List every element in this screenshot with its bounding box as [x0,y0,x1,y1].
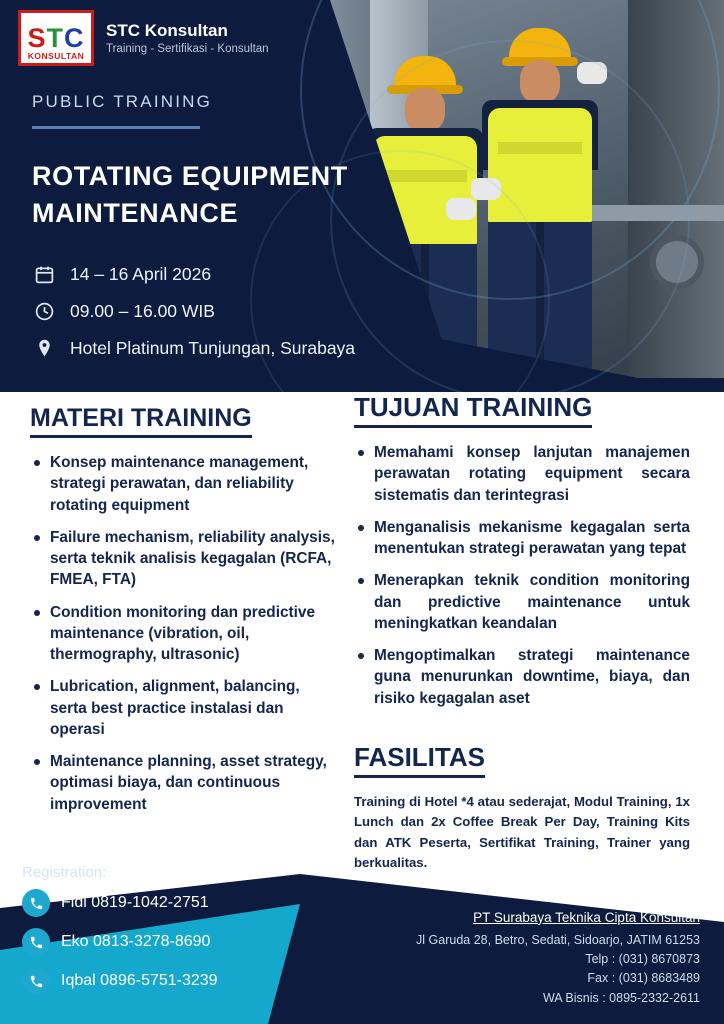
fasilitas-text: Training di Hotel *4 atau sederajat, Modul Training, 1x Lunch dan 2x Coffee Break Per Day, Training Kits dan ATK Peserta, Sertifikat Training, Trainer yang berkualitas. [354,793,690,871]
course-title-line-2: MAINTENANCE [32,198,239,229]
eyebrow-label: PUBLIC TRAINING [32,92,213,111]
company-fax: Fax : (031) 8683489 [587,971,700,986]
logo-letter-s: S [27,22,47,53]
materi-column [30,404,338,826]
tujuan-list [354,442,690,709]
company-telp: Telp : (031) 8670873 [585,951,700,966]
company-name: PT Surabaya Teknika Cipta Konsultan [473,909,700,925]
logo-letter-c: C [64,22,85,53]
company-address: Jl Garuda 28, Betro, Sedati, Sidoarjo, JATIM 61253 [416,932,700,947]
list-item: Konsep maintenance management, strategi perawatan, dan reliability rotating equipment [30,452,338,516]
course-title-line-1: ROTATING EQUIPMENT [32,161,348,191]
brand-name: STC Konsultan [106,21,228,41]
fasilitas-heading: FASILITAS [354,742,485,778]
location-pin-icon [32,336,56,360]
meta-row-date [32,262,355,286]
company-wa: WA Bisnis : 0895-2332-2611 [542,990,700,1005]
list-item: Lubrication, alignment, balancing, serta best practice instalasi dan operasi [30,676,338,740]
title-rule [32,126,200,129]
event-time: 09.00 – 16.00 WIB [70,300,215,321]
clock-icon [32,299,56,323]
contact-row[interactable] [22,889,352,917]
list-item: Mengoptimalkan strategi maintenance guna menurunkan downtime, biaya, dan risiko kegagalan aset [354,645,690,709]
list-item: Menganalisis mekanisme kegagalan serta menentukan strategi perawatan yang tepat [354,517,690,560]
company-info [416,910,700,1009]
tujuan-heading: TUJUAN TRAINING [354,392,592,428]
logo-letters [27,22,85,53]
logo-subtext: KONSULTAN [27,51,85,61]
meta-row-time [32,299,355,323]
phone-icon [22,967,50,995]
contact-iqbal: Iqbal 0896-5751-3239 [61,972,218,989]
brand-text [106,21,269,55]
list-item: Memahami konsep lanjutan manajemen perawatan rotating equipment secara sistematis dan terintegrasi [354,442,690,506]
brand-block [18,10,269,66]
contact-eko: Eko 0813-3278-8690 [61,933,211,950]
registration-title: Registration: [22,864,107,881]
contact-fidi: Fidi 0819-1042-2751 [61,894,209,911]
event-location: Hotel Platinum Tunjungan, Surabaya [70,337,356,358]
logo-letter-t: T [46,22,64,53]
event-meta [32,262,355,373]
list-item: Condition monitoring dan predictive maintenance (vibration, oil, thermography, ultrasonic) [30,602,338,666]
phone-icon [22,928,50,956]
contact-row[interactable] [22,967,352,995]
list-item: Maintenance planning, asset strategy, optimasi biaya, dan continuous improvement [30,751,338,815]
list-item: Failure mechanism, reliability analysis, serta teknik analisis kegagalan (RCFA, FMEA, FTA) [30,527,338,591]
registration-block [22,864,352,1006]
tujuan-column [354,392,690,874]
event-date: 14 – 16 April 2026 [70,263,212,284]
hero-section [0,0,724,395]
phone-icon [22,889,50,917]
list-item: Menerapkan teknik condition monitoring dan predictive maintenance untuk meningkatkan keandalan [354,570,690,634]
contact-row[interactable] [22,928,352,956]
stc-logo [18,10,94,66]
calendar-icon [32,262,56,286]
materi-list [30,452,338,815]
meta-row-location [32,336,355,360]
brand-tagline: Training - Sertifikasi - Konsultan [106,42,269,55]
page-title [32,158,348,233]
materi-heading: MATERI TRAINING [30,404,252,438]
